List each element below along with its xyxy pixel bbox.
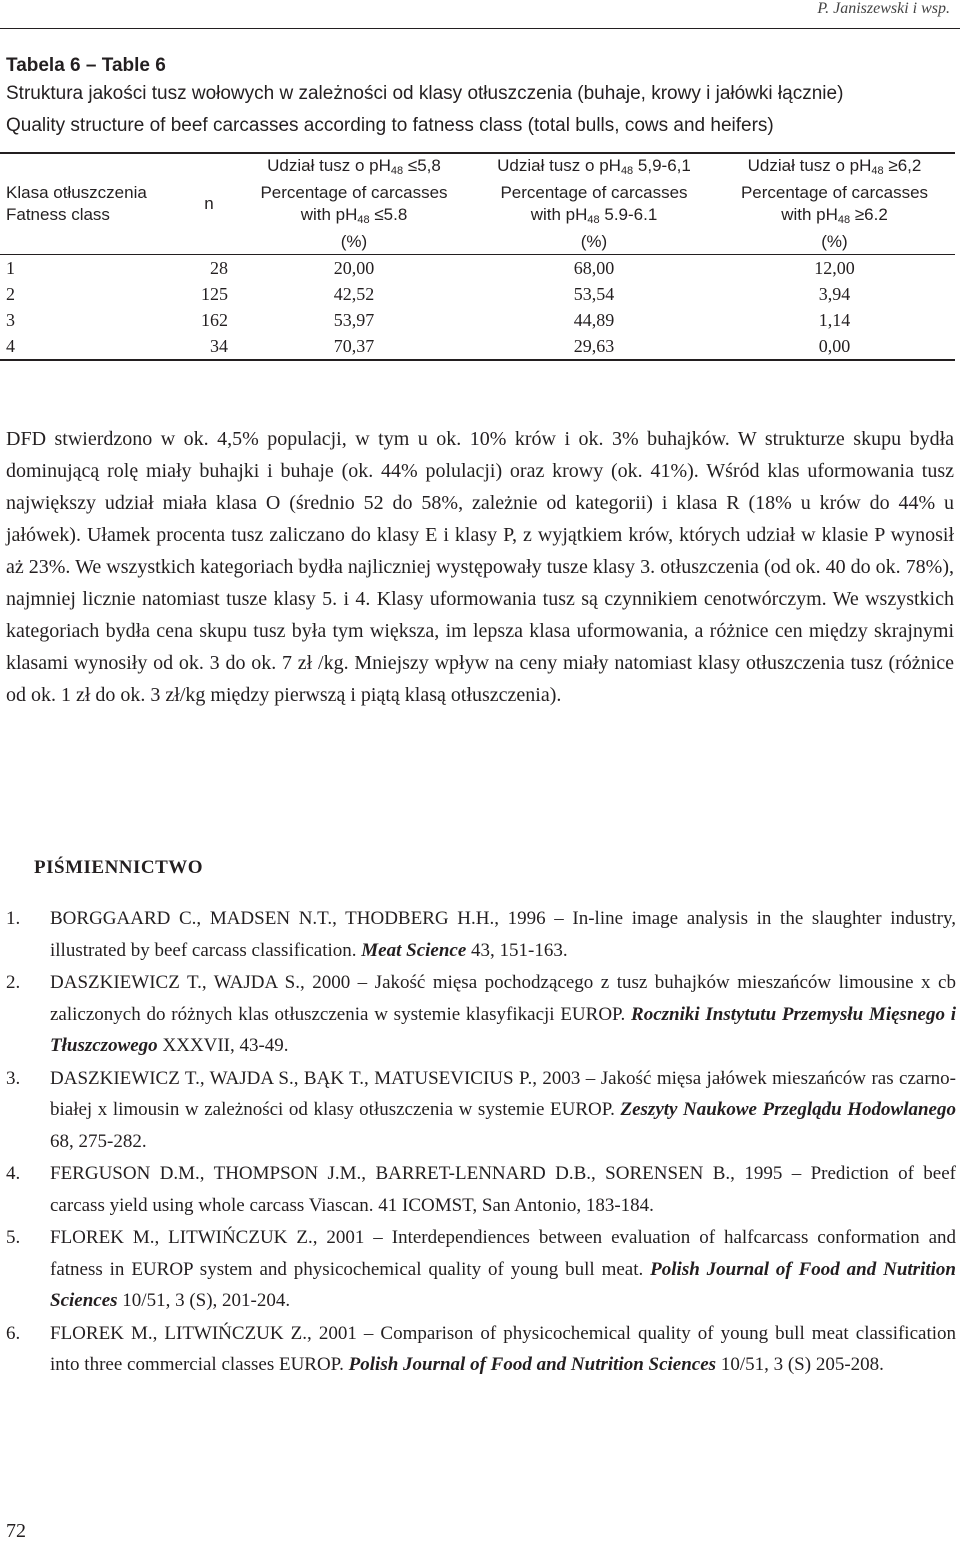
reference-item: 6. FLOREK M., LITWIŃCZUK Z., 2001 – Comparison of physicochemical quality of young bull meat classification into three commercial classes EUROP. Polish Journal of Food and Nutrition Sciences 10/51, 3 (S) 205-208. <box>6 1322 956 1375</box>
table-title-en: Quality structure of beef carcasses according to fatness class (total bulls, cows and heifers) <box>6 115 774 136</box>
table-header-row <box>0 154 955 254</box>
reference-item: 1. BORGGAARD C., MADSEN N.T., THODBERG H.H., 1996 – In-line image analysis in the slaughter industry, illustrated by beef carcass classification. Meat Science 43, 151-163. <box>6 908 956 961</box>
header-fatness-class: Klasa otłuszczenia Fatness class <box>6 183 147 224</box>
header-n: n <box>204 194 214 213</box>
table-row: 1 28 20,00 68,00 12,00 <box>6 257 855 278</box>
table-row: 4 34 70,37 29,63 0,00 <box>6 335 851 356</box>
table-title-pl: Struktura jakości tusz wołowych w zależności od klasy otłuszczenia (buhaje, krowy i jałówki łącznie) <box>6 83 844 104</box>
running-head: P. Janiszewski i wsp. <box>817 0 950 17</box>
table-row: 3 162 53,97 44,89 1,14 <box>6 309 851 330</box>
body-paragraph: DFD stwierdzono w ok. 4,5% populacji, w tym u ok. 10% krów i ok. 3% buhajków. W strukturze skupu bydła dominującą rolę miały buhajki i buhaje (ok. 44% polulacji) oraz krowy (ok. 41%). Wśród klas uformowania tusz największy udział miała klasa O (średnio 52 do 58%, zależnie od kategorii) i klasa R (18% u krów do 44% u jałówek). Ułamek procenta tusz zaliczano do klasy E i klasy P, z wyjątkiem krów, których udział w klasie P wynosił aż 23%. We wszystkich kategoriach bydła najliczniej występowały tusze klasy 3. otłuszczenia (od ok. 40 do ok. 78%), najmniej licznie natomiast tusze klasy 5. i 4. Klasy uformowania tusz są czynnikiem cenotwórczym. We wszystkich kategoriach bydła cena skupu tusz była tym większa, im lepsza klasa uformowania, a różnice cen między skrajnymi klasami wynosiły od ok. 3 do ok. 7 zł /kg. Mniejszy wpływ na ceny miały natomiast klasy otłuszczenia tusz (różnice od ok. 1 zł do ok. 3 zł/kg między pierwszą i piątą klasą otłuszczenia). <box>6 428 954 706</box>
references-heading: PIŚMIENNICTWO <box>34 857 204 878</box>
table-row: 2 125 42,52 53,54 3,94 <box>6 283 851 304</box>
references-list <box>6 903 956 1382</box>
header-col-ph-mid: Udział tusz o $pH_{48}$ 5,9-6,1 Percentage of carcasses with $pH_{48}$ 5.9-6.1 (%) <box>497 156 691 251</box>
page-header <box>0 0 960 24</box>
data-table <box>0 152 955 361</box>
reference-item: 2. DASZKIEWICZ T., WAJDA S., 2000 – Jakość mięsa pochodzącego z tusz buhajków mieszańców limousine x cb zaliczonych do różnych klas otłuszczenia w systemie klasyfikacji EUROP. Roczniki Instytutu Przemysłu Mięsnego i Tłuszczowego XXXVII, 43-49. <box>6 972 956 1056</box>
reference-item: 4. FERGUSON D.M., THOMPSON J.M., BARRET-LENNARD D.B., SORENSEN B., 1995 – Prediction of beef carcass yield using whole carcass Viascan. 41 ICOMST, San Antonio, 183-184. <box>6 1163 956 1216</box>
header-col-ph-low: Udział tusz o $pH_{48} \le 5,8$ Percentage of carcasses with $pH_{48} \le 5.8$ (%) <box>260 156 448 251</box>
table-bottom-rule <box>0 359 955 361</box>
table-caption <box>6 54 956 142</box>
page-number: 72 <box>6 1520 26 1542</box>
header-col-ph-high: Udział tusz o $pH_{48} \ge 6,2$ Percentage of carcasses with $pH_{48} \ge 6.2$ (%) <box>740 156 929 251</box>
reference-item: 3. DASZKIEWICZ T., WAJDA S., BĄK T., MATUSEVICIUS P., 2003 – Jakość mięsa jałówek mieszańców ras czarno-białej x limousin w zależności od klasy otłuszczenia w systemie EUROP. Zeszyty Naukowe Przeglądu Hodowlanego 68, 275-282. <box>6 1067 956 1152</box>
header-rule <box>0 28 960 29</box>
table-label: Tabela 6 – Table 6 <box>6 55 166 76</box>
reference-item: 5. FLOREK M., LITWIŃCZUK Z., 2001 – Interdependiences between evaluation of halfcarcass conformation and fatness in EUROP system and physicochemical quality of young bull meat. Polish Journal of Food and Nutrition Sciences 10/51, 3 (S), 201-204. <box>6 1227 956 1311</box>
